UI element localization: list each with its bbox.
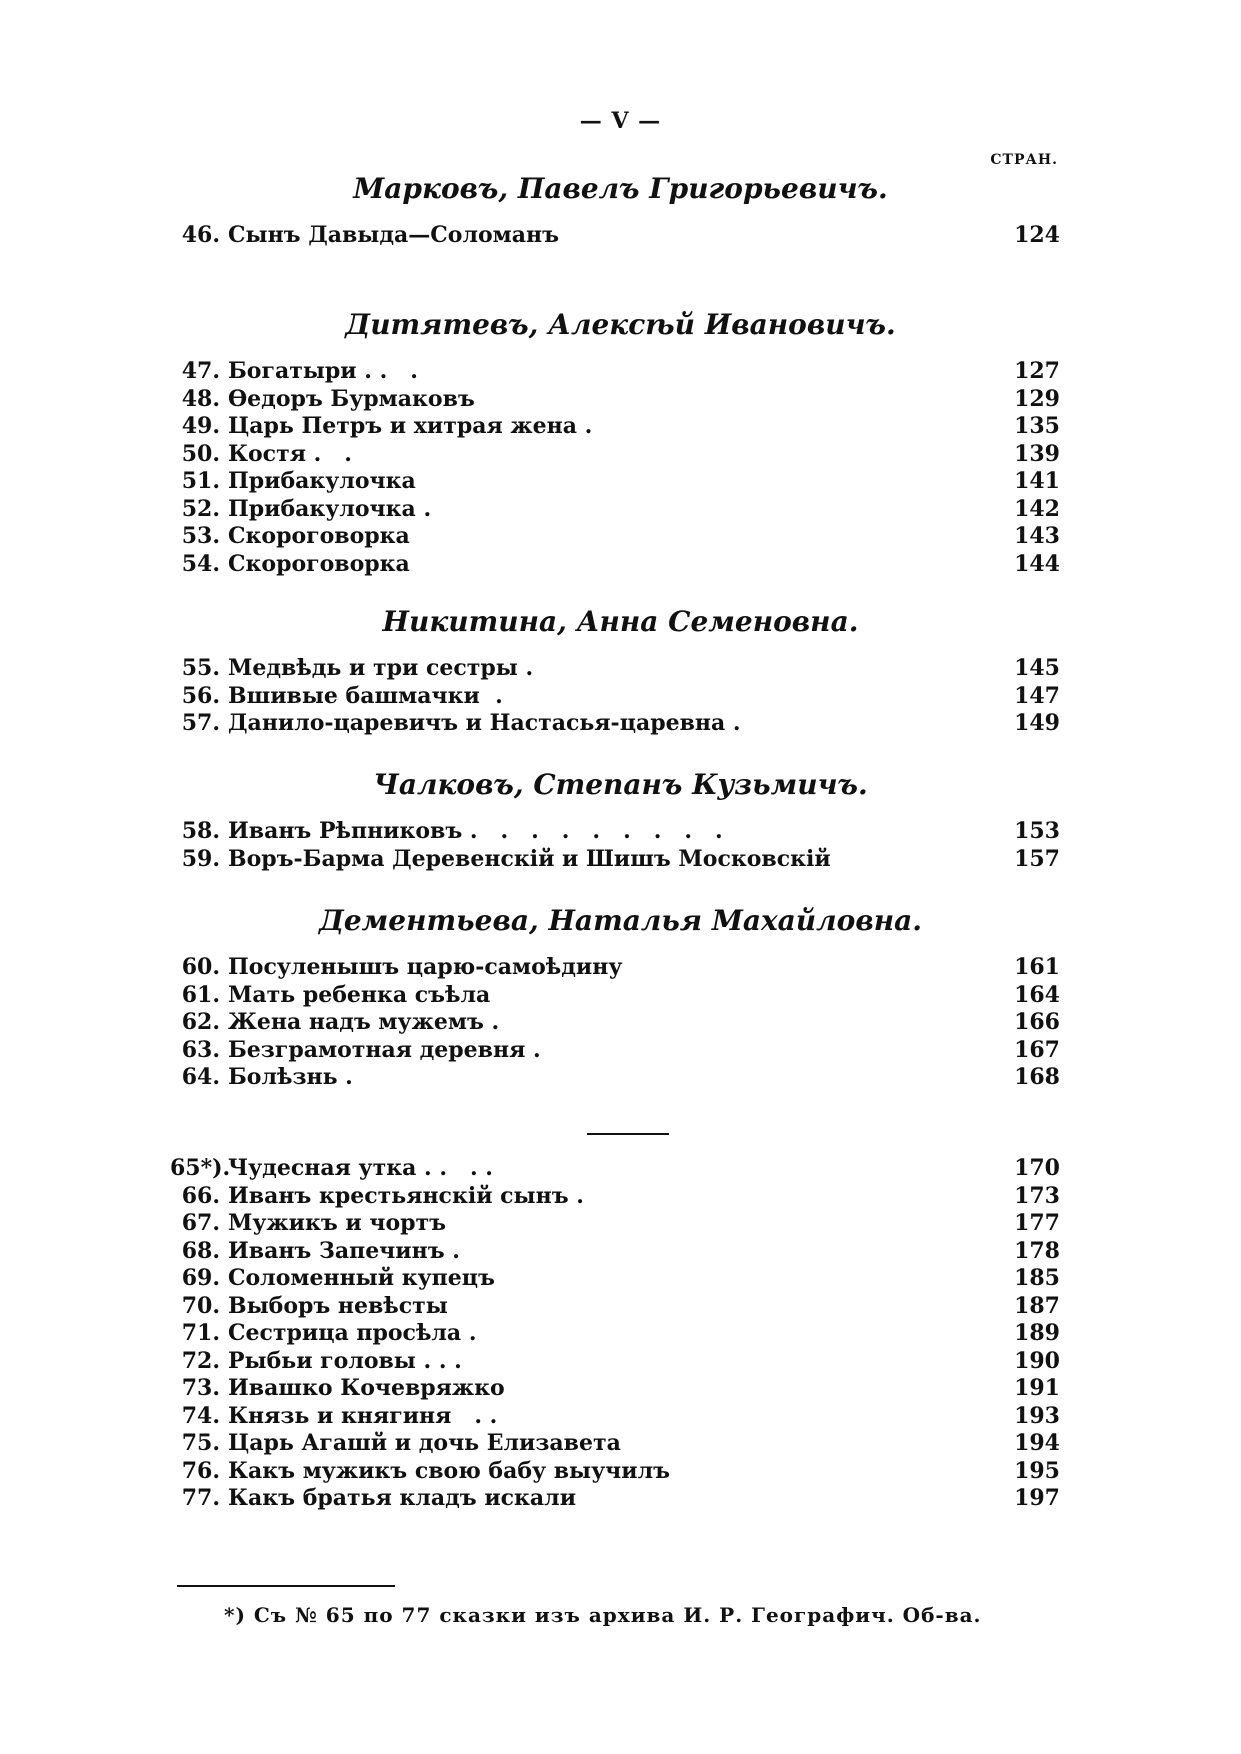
toc-entry [170,655,1060,683]
entry-title: Данило-царевичъ и Настасья-царевна . [228,710,741,736]
entry-title: Какъ братья кладъ искали [228,1485,577,1511]
entry-number: 76. [181,1457,220,1484]
entry-title: Костя . . [228,440,352,467]
page-column-label: СТРАН. [990,152,1058,168]
entry-title: Выборъ невѣсты [228,1292,448,1319]
toc-entry [170,1265,1060,1293]
entry-title: Жена надъ мужемъ . [228,1009,500,1035]
entry-number: 71. [181,1320,220,1346]
entry-title: Какъ мужикъ свою бабу выучилъ [228,1457,670,1484]
entry-title: Мать ребенка съѣла [228,981,491,1008]
entry-number: 63. [181,1036,220,1063]
entry-title: Посуленышъ царю-самоѣдину [228,954,623,980]
toc-entry [170,1485,1060,1513]
toc-entry [170,1348,1060,1376]
entry-page: 144 [1014,550,1060,577]
entry-number: 57. [181,710,220,736]
entry-number: 67. [181,1210,220,1236]
toc-entry [170,1458,1060,1486]
entry-number: 55. [181,655,220,681]
entry-page: 189 [1014,1320,1060,1346]
entry-title: Чудесная утка . . . . [228,1155,493,1181]
entry-number: 51. [181,468,220,494]
entry-number: 72. [181,1347,220,1374]
entry-page: 149 [1014,710,1060,736]
entry-list [170,954,1060,1092]
toc-entry [170,1320,1060,1348]
entry-page: 145 [1014,655,1060,681]
entry-number: 48. [181,385,220,412]
entry-title: Царь Петръ и хитрая жена . [228,413,593,439]
entry-page: 190 [1014,1347,1060,1374]
toc-entry [170,818,1060,846]
entry-title: Ивашко Кочевряжко [228,1375,505,1401]
toc-entry [170,551,1060,579]
entry-page: 194 [1014,1430,1060,1456]
entry-page: 166 [1014,1009,1060,1035]
entry-page: 147 [1014,682,1060,709]
entry-page: 129 [1014,385,1060,412]
entry-title: Прибакулочка [228,468,416,494]
toc-entry [170,710,1060,738]
toc-entry [170,1238,1060,1266]
entry-title: Богатыри . . . [228,358,418,384]
entry-page: 197 [1014,1485,1060,1511]
footnote: *) Съ № 65 по 77 сказки изъ архива И. Р. Географич. Об-ва. [224,1603,982,1627]
entry-title: Скороговорка [228,550,410,577]
section-divider [587,1133,669,1135]
entry-number: 74. [181,1402,220,1429]
section-heading: Марковъ, Павелъ Григорьевичъ. [353,172,888,205]
entry-title: Прибакулочка . [228,495,432,522]
section-heading: Дитятевъ, Алексѣй Ивановичъ. [345,308,896,341]
entry-page: 143 [1014,523,1060,549]
entry-number: 64. [181,1064,220,1090]
entry-title: Иванъ Запечинъ . [228,1237,460,1264]
toc-entry [170,1375,1060,1403]
section-heading: Никитина, Анна Семеновна. [382,605,859,638]
toc-entry [170,358,1060,386]
toc-entry [170,1293,1060,1321]
entry-title: Болѣзнь . [228,1064,353,1090]
entry-number: 75. [181,1430,220,1456]
entry-list [170,818,1060,873]
entry-title: Вшивые башмачки . [228,682,503,709]
entry-page: 135 [1014,413,1060,439]
entry-page: 139 [1014,440,1060,467]
toc-entry [170,1155,1060,1183]
entry-number: 52. [181,495,220,522]
toc-entry [170,413,1060,441]
entry-title: Соломенный купецъ [228,1265,495,1291]
toc-entry [170,683,1060,711]
toc-entry [170,222,1060,250]
entry-page: 127 [1014,358,1060,384]
entry-number: 65*). [170,1155,231,1181]
entry-number: 70. [181,1292,220,1319]
entry-number: 56. [181,682,220,709]
entry-number: 62. [181,1009,220,1035]
entry-list [170,358,1060,578]
entry-page: 177 [1014,1210,1060,1236]
entry-number: 47. [181,358,220,384]
entry-list [170,222,1060,250]
entry-list [170,1155,1060,1513]
toc-entry [170,1064,1060,1092]
entry-page: 195 [1014,1457,1060,1484]
entry-page: 153 [1014,818,1060,844]
entry-number: 46. [181,222,220,248]
entry-title: Иванъ Рѣпниковъ . . . . . . . . . [228,818,723,844]
entry-number: 77. [181,1485,220,1511]
entry-page: 142 [1014,495,1060,522]
entry-page: 193 [1014,1402,1060,1429]
toc-entry [170,468,1060,496]
entry-page: 191 [1014,1375,1060,1401]
entry-title: Мужикъ и чортъ [228,1210,447,1236]
entry-title: Князь и княгиня . . [228,1402,498,1429]
entry-list [170,655,1060,738]
toc-entry [170,523,1060,551]
toc-entry [170,1403,1060,1431]
entry-number: 66. [181,1182,220,1209]
entry-page: 185 [1014,1265,1060,1291]
entry-number: 59. [181,845,220,872]
entry-page: 124 [1014,222,1060,248]
toc-entry [170,496,1060,524]
toc-entry [170,386,1060,414]
toc-entry [170,1430,1060,1458]
entry-number: 54. [181,550,220,577]
entry-number: 68. [181,1237,220,1264]
toc-entry [170,441,1060,469]
toc-entry [170,1009,1060,1037]
entry-title: Царь Агашй и дочь Елизавета [228,1430,621,1456]
page-number: — V — [579,108,662,134]
entry-title: Рыбьи головы . . . [228,1347,462,1374]
section-heading: Дементьева, Наталья Махайловна. [318,904,923,937]
entry-page: 141 [1014,468,1060,494]
entry-title: Иванъ крестьянскій сынъ . [228,1182,584,1209]
entry-number: 73. [181,1375,220,1401]
entry-title: Ѳедоръ Бурмаковъ [228,385,475,412]
entry-title: Воръ-Барма Деревенскій и Шишъ Московскій [228,845,831,872]
entry-number: 50. [181,440,220,467]
toc-entry [170,954,1060,982]
entry-page: 187 [1014,1292,1060,1319]
entry-title: Безграмотная деревня . [228,1036,541,1063]
toc-entry [170,982,1060,1010]
entry-number: 53. [181,523,220,549]
entry-page: 161 [1014,954,1060,980]
entry-page: 178 [1014,1237,1060,1264]
entry-number: 49. [181,413,220,439]
toc-entry [170,1037,1060,1065]
entry-number: 60. [181,954,220,980]
toc-entry [170,1210,1060,1238]
entry-page: 157 [1014,845,1060,872]
entry-number: 61. [181,981,220,1008]
entry-page: 167 [1014,1036,1060,1063]
entry-page: 173 [1014,1182,1060,1209]
section-heading: Чалковъ, Степанъ Кузьмичъ. [373,768,868,801]
entry-title: Сестрица просѣла . [228,1320,477,1346]
entry-page: 170 [1014,1155,1060,1181]
entry-title: Медвѣдь и три сестры . [228,655,534,681]
entry-number: 58. [181,818,220,844]
entry-title: Сынъ Давыда—Соломанъ [228,222,559,248]
entry-page: 168 [1014,1064,1060,1090]
toc-entry [170,846,1060,874]
entry-page: 164 [1014,981,1060,1008]
entry-number: 69. [181,1265,220,1291]
footnote-rule [177,1585,395,1587]
entry-title: Скороговорка [228,523,410,549]
toc-entry [170,1183,1060,1211]
